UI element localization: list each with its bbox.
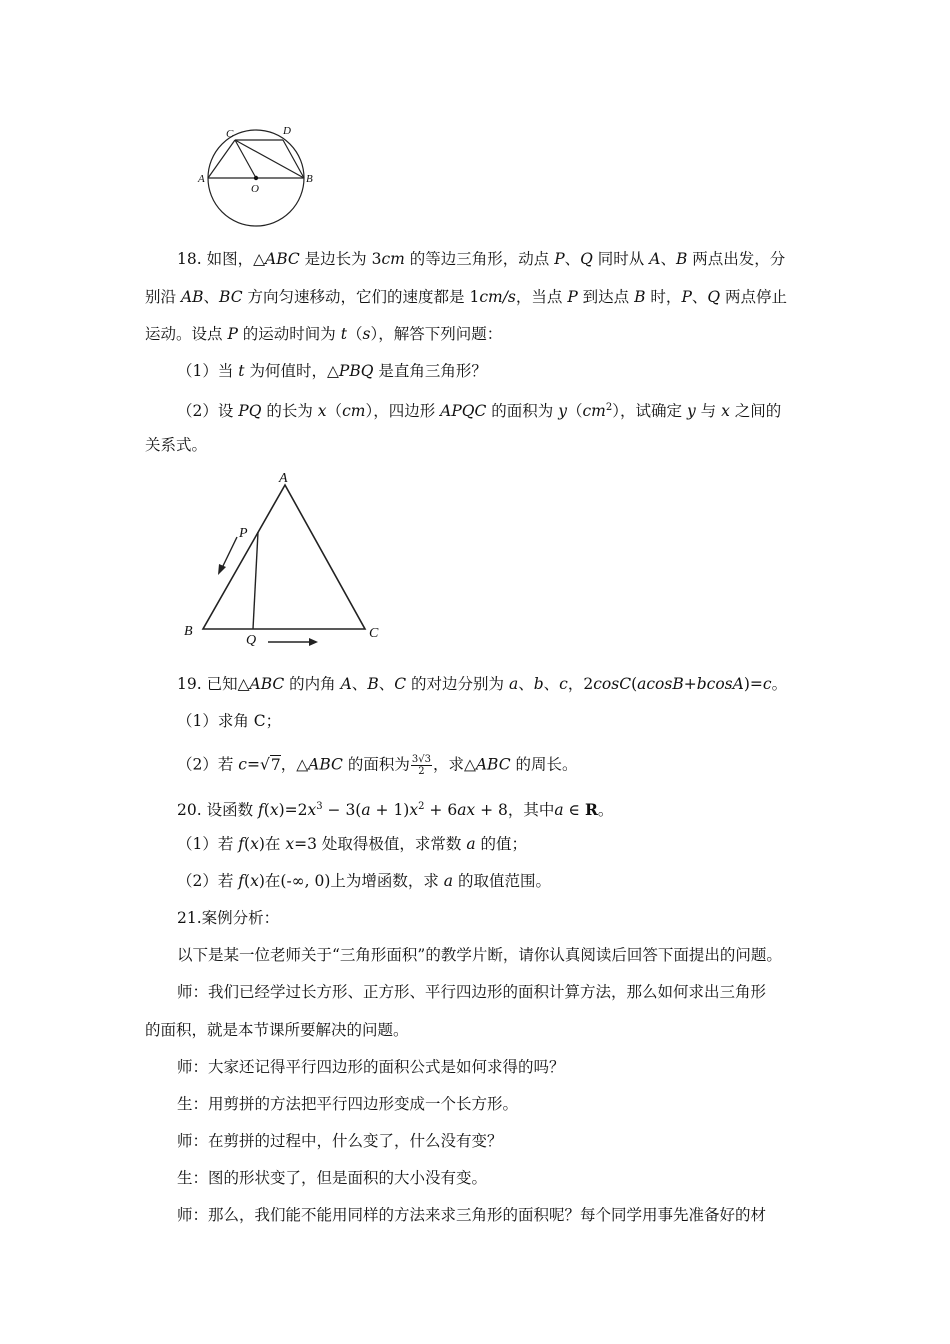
label-o: O: [251, 183, 259, 195]
label-p: P: [239, 526, 248, 541]
segment-pq: [253, 532, 258, 629]
label-c: C: [226, 128, 234, 140]
q20-part2: （2）若 f(x)在(-∞, 0)上为增函数，求 a 的取值范围。: [177, 872, 551, 890]
label-d: D: [283, 125, 291, 137]
q21-line-1: 的面积，就是本节课所要解决的问题。: [145, 1021, 409, 1039]
q21-intro: 以下是某一位老师关于“三角形面积”的教学片断，请你认真阅读后回答下面提出的问题。: [177, 946, 782, 964]
area-fraction: $\frac{3√3}{2}$: [411, 754, 431, 777]
label-a: A: [198, 173, 205, 185]
q21-line-6: 师：那么，我们能不能用同样的方法来求三角形的面积呢？每个同学用事先准备好的材: [177, 1206, 767, 1224]
q21-title: 21.案例分析：: [177, 909, 280, 927]
label-b: B: [306, 173, 313, 185]
circle-figure: [195, 120, 325, 232]
triangle-figure: [178, 465, 398, 650]
q21-line-5: 生：图的形状变了，但是面积的大小没有变。: [177, 1169, 488, 1187]
q21-line-2: 师：大家还记得平行四边形的面积公式是如何求得的吗？: [177, 1058, 565, 1076]
q18-line3: 运动。设点 P 的运动时间为 t（s），解答下列问题：: [145, 325, 503, 343]
q21-line-0: 师：我们已经学过长方形、正方形、平行四边形的面积计算方法，那么如何求出三角形: [177, 983, 767, 1001]
center-dot: [254, 176, 258, 180]
q18-part1: （1）当 t 为何值时，△PBQ 是直角三角形？: [177, 362, 487, 380]
arrow-q-head: [309, 638, 318, 646]
q19-part2: （2）若 c=√7，△ABC 的面积为 $\frac{3√3}{2}$ ，求△ABC 的周长。: [177, 754, 578, 777]
q21-line-3: 生：用剪拼的方法把平行四边形变成一个长方形。: [177, 1095, 519, 1113]
q18-line1: 18. 如图，△ABC 是边长为 3cm 的等边三角形，动点 P、Q 同时从 A、B 两点出发，分: [177, 250, 786, 268]
arrow-p-head: [218, 564, 226, 575]
q19-part1: （1）求角 C；: [177, 712, 282, 730]
q18-part2: （2）设 PQ 的长为 x（cm），四边形 APQC 的面积为 $y(cm^2)$，试确定 y 与 x 之间的: [177, 402, 782, 421]
label-b: B: [184, 624, 193, 639]
q19-line1: 19. 已知△ABC 的内角 A、B、C 的对边分别为 a、b、c，2cosC(acosB+bcosA)=c。: [177, 675, 788, 693]
label-q: Q: [246, 633, 257, 648]
label-c: C: [369, 626, 379, 641]
q18-line2: 别沿 AB、BC 方向匀速移动，它们的速度都是 1cm/s，当点 P 到达点 B 时，P、Q 两点停止: [145, 288, 788, 306]
q21-line-4: 师：在剪拼的过程中，什么变了，什么没有变？: [177, 1132, 503, 1150]
q20-line1: 20. 设函数 $f(x)=2x^3 - 3(a + 1)x^2 + 6ax + 8$，其中a ∈ R。: [177, 800, 614, 820]
label-a: A: [279, 471, 288, 486]
q18-part2-cont: 关系式。: [145, 436, 208, 454]
q20-part1: （1）若 f(x)在 x=3 处取得极值，求常数 a 的值；: [177, 835, 527, 853]
arrow-p-shaft: [222, 537, 237, 568]
